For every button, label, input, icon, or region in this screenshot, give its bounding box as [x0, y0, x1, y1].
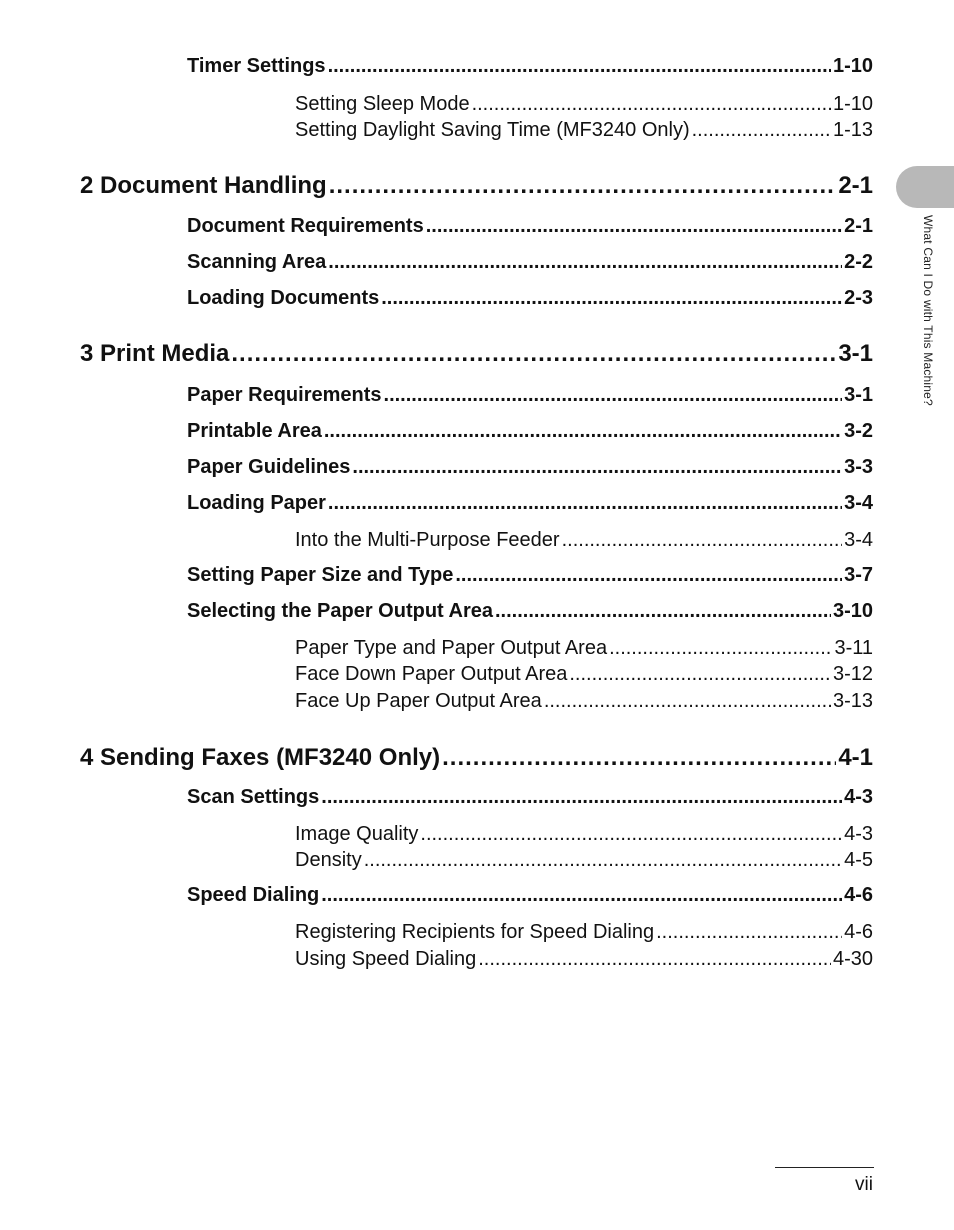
- toc-entry-title: Timer Settings: [187, 55, 326, 77]
- toc-chapter[interactable]: [80, 172, 873, 200]
- toc-entry-title: Setting Sleep Mode: [295, 93, 470, 115]
- toc-chapter[interactable]: [80, 744, 873, 772]
- toc-entry-page: 3-3: [844, 456, 873, 478]
- page-number: vii: [855, 1174, 873, 1195]
- toc-leader-dots: [478, 948, 831, 971]
- toc-leader-dots: [692, 119, 831, 142]
- toc-leader-dots: [328, 492, 842, 515]
- toc-entry-title: 2 Document Handling: [80, 172, 327, 199]
- toc-entry-title: Into the Multi-Purpose Feeder: [295, 529, 560, 551]
- toc-entry[interactable]: [187, 287, 873, 310]
- toc-entry-page: 2-1: [844, 215, 873, 237]
- toc-entry-page: 3-13: [832, 690, 873, 712]
- toc-entry[interactable]: [187, 600, 873, 623]
- toc-entry-page: 4-3: [844, 786, 873, 808]
- toc-entry[interactable]: [187, 456, 873, 479]
- toc-entry[interactable]: [295, 529, 873, 552]
- toc-entry-page: 2-3: [844, 287, 873, 309]
- toc-entry[interactable]: [295, 119, 873, 142]
- toc-entry[interactable]: [295, 637, 873, 660]
- toc-entry-page: 1-10: [832, 55, 873, 77]
- toc-entry[interactable]: [295, 921, 873, 944]
- toc-leader-dots: [329, 172, 837, 200]
- toc-leader-dots: [609, 637, 832, 660]
- toc-leader-dots: [321, 786, 842, 809]
- toc-leader-dots: [324, 420, 842, 443]
- toc-entry-title: 3 Print Media: [80, 340, 230, 367]
- toc-leader-dots: [495, 600, 831, 623]
- toc-leader-dots: [426, 215, 842, 238]
- toc-entry-page: 2-1: [838, 172, 873, 199]
- toc-entry-title: Paper Requirements: [187, 384, 382, 406]
- toc-leader-dots: [352, 456, 842, 479]
- toc-entry-page: 3-4: [844, 529, 873, 551]
- toc-entry[interactable]: [187, 564, 873, 587]
- toc-entry-page: 2-2: [844, 251, 873, 273]
- toc-entry-title: Printable Area: [187, 420, 322, 442]
- toc-entry-page: 4-30: [832, 948, 873, 970]
- toc-entry-page: 3-12: [832, 663, 873, 685]
- toc-entry-title: Using Speed Dialing: [295, 948, 477, 970]
- toc-entry-page: 4-3: [844, 823, 873, 845]
- toc-entry-page: 3-2: [844, 420, 873, 442]
- toc-entry-page: 3-7: [844, 564, 873, 586]
- toc-entry-title: Paper Type and Paper Output Area: [295, 637, 608, 659]
- toc-leader-dots: [656, 921, 842, 944]
- toc-leader-dots: [442, 744, 836, 772]
- footer-divider: [775, 1167, 874, 1168]
- side-tab-label: What Can I Do with This Machine?: [921, 215, 935, 406]
- toc-entry-page: 4-6: [844, 884, 873, 906]
- toc-entry[interactable]: [187, 420, 873, 443]
- toc-leader-dots: [321, 884, 842, 907]
- toc-leader-dots: [328, 55, 831, 78]
- toc-entry[interactable]: [187, 384, 873, 407]
- toc-entry-title: Paper Guidelines: [187, 456, 351, 478]
- toc-entry-page: 4-1: [838, 744, 873, 771]
- toc-entry-title: Setting Paper Size and Type: [187, 564, 454, 586]
- toc-entry[interactable]: [295, 849, 873, 872]
- toc-entry[interactable]: [187, 492, 873, 515]
- toc-entry-title: Scan Settings: [187, 786, 320, 808]
- toc-entry-title: Density: [295, 849, 362, 871]
- toc-entry-title: 4 Sending Faxes (MF3240 Only): [80, 744, 441, 771]
- toc-leader-dots: [562, 529, 843, 552]
- toc-leader-dots: [569, 663, 831, 686]
- toc-entry-page: 1-10: [832, 93, 873, 115]
- toc-entry-page: 3-11: [834, 637, 873, 659]
- toc-entry[interactable]: [295, 948, 873, 971]
- toc-leader-dots: [381, 287, 842, 310]
- toc-entry-title: Document Requirements: [187, 215, 424, 237]
- toc-entry-title: Registering Recipients for Speed Dialing: [295, 921, 655, 943]
- toc-entry-title: Setting Daylight Saving Time (MF3240 Only): [295, 119, 690, 141]
- toc-entry-page: 3-4: [844, 492, 873, 514]
- toc-entry[interactable]: [295, 823, 873, 846]
- toc-entry[interactable]: [187, 251, 873, 274]
- toc-entry[interactable]: [295, 663, 873, 686]
- toc-leader-dots: [455, 564, 842, 587]
- toc-entry-title: Loading Paper: [187, 492, 326, 514]
- toc-entry[interactable]: [295, 690, 873, 713]
- toc-entry-title: Face Up Paper Output Area: [295, 690, 542, 712]
- toc-leader-dots: [384, 384, 843, 407]
- toc-entry-page: 3-1: [844, 384, 873, 406]
- toc-entry-title: Loading Documents: [187, 287, 380, 309]
- toc-entry[interactable]: [187, 55, 873, 78]
- toc-entry-page: 4-6: [844, 921, 873, 943]
- toc-leader-dots: [231, 340, 836, 368]
- toc-leader-dots: [544, 690, 831, 713]
- toc-entry[interactable]: [187, 884, 873, 907]
- chapter-side-tab: [896, 166, 954, 208]
- toc-entry-title: Selecting the Paper Output Area: [187, 600, 493, 622]
- toc-entry[interactable]: [295, 93, 873, 116]
- toc-entry-title: Speed Dialing: [187, 884, 320, 906]
- toc-entry-title: Image Quality: [295, 823, 419, 845]
- toc-entry[interactable]: [187, 215, 873, 238]
- toc-leader-dots: [420, 823, 842, 846]
- toc-entry-title: Scanning Area: [187, 251, 327, 273]
- toc-entry-page: 1-13: [832, 119, 873, 141]
- toc-entry-page: 4-5: [844, 849, 873, 871]
- toc-leader-dots: [328, 251, 842, 274]
- toc-leader-dots: [364, 849, 842, 872]
- toc-entry-title: Face Down Paper Output Area: [295, 663, 568, 685]
- toc-chapter[interactable]: [80, 340, 873, 368]
- toc-leader-dots: [472, 93, 831, 116]
- toc-entry[interactable]: [187, 786, 873, 809]
- toc-entry-page: 3-10: [832, 600, 873, 622]
- toc-entry-page: 3-1: [838, 340, 873, 367]
